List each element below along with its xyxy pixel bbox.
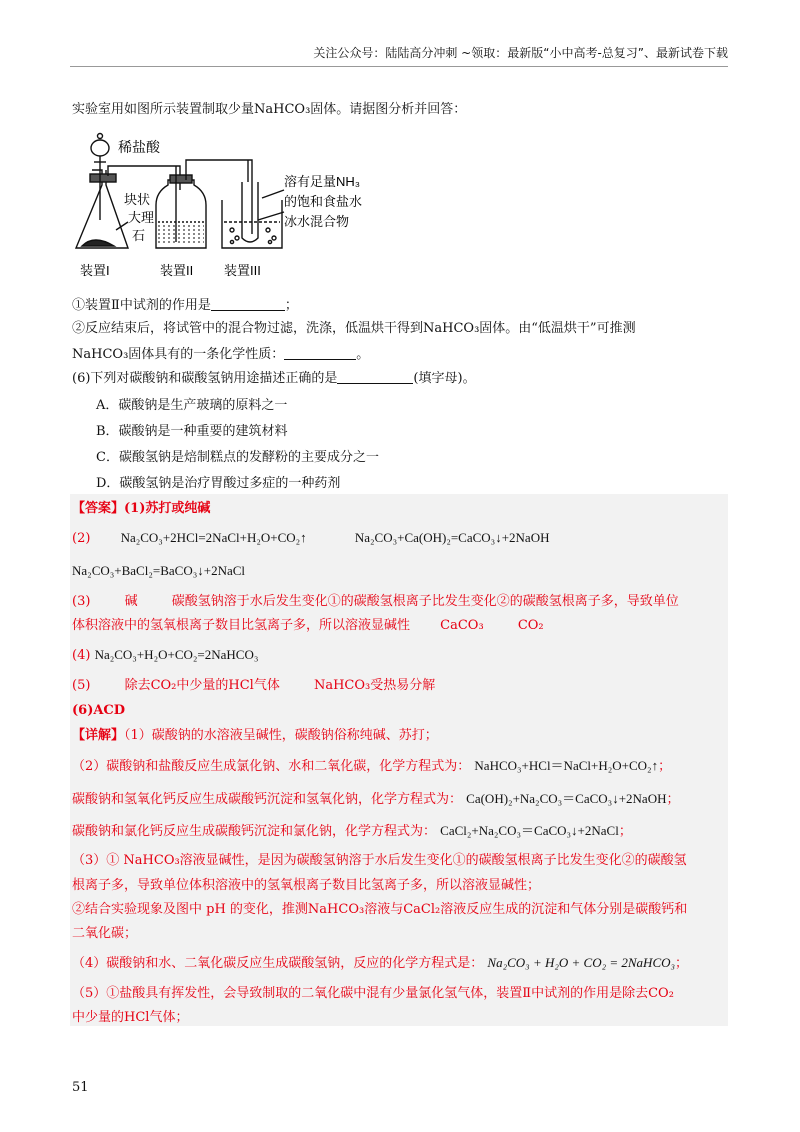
question-2-line-1: ②反应结束后，将试管中的混合物过滤，洗涤，低温烘干得到NaHCO₃固体。由“低温烘干”可推测 [72, 321, 636, 336]
answer-line-6: (6)ACD [72, 703, 126, 718]
detail-line-1: 【详解】（1）碳酸钠的水溶液呈碱性，碳酸钠俗称纯碱、苏打； [72, 728, 438, 743]
label-acid: 稀盐酸 [118, 139, 160, 155]
answer-line-3b: 体积溶液中的氢氧根离子数目比氢离子多，所以溶液显碱性 CaCO₃ CO₂ [72, 618, 544, 633]
question-2-line-2: NaHCO₃固体具有的一条化学性质： 。 [72, 347, 370, 362]
answer-blank-6[interactable] [337, 369, 413, 384]
answer-line-1: 【答案】(1)苏打或纯碱 [72, 501, 211, 516]
answer-line-3: (3) 碱 碳酸氢钠溶于水后发生变化①的碳酸氢根离子比发生变化②的碳酸氢根离子多，导致单位 [72, 594, 679, 609]
stopper-2 [170, 175, 192, 183]
answer-blank-2[interactable] [284, 345, 356, 360]
intro-text: 实验室用如图所示装置制取少量NaHCO₃固体。请据图分析并回答： [72, 102, 467, 117]
detail-line-3: 碳酸钠和氢氧化钙反应生成碳酸钙沉淀和氢氧化钠，化学方程式为： Ca(OH)₂+Na₂CO₃＝CaCO₃↓+2NaOH； [72, 791, 680, 807]
label-solution-3: 冰水混合物 [284, 214, 350, 229]
label-marble-1: 块状 [124, 192, 151, 207]
answer-line-2: (2) Na₂CO₃+2HCl=2NaCl+H₂O+CO₂↑ Na₂CO₃+Ca(OH)₂=CaCO₃↓+2NaOH [72, 530, 550, 546]
answer-line-4: (4) Na₂CO₃+H₂O+CO₂=2NaHCO₃ [72, 647, 259, 663]
label-device-3: 装置III [224, 263, 261, 278]
detail-line-7: （4）碳酸钠和水、二氧化碳反应生成碳酸氢钠，反应的化学方程式是： Na₂CO₃ + H₂O + CO₂ = 2NaHCO₃； [72, 955, 689, 971]
answer-line-2b: Na₂CO₃+BaCl₂=BaCO₃↓+2NaCl [72, 563, 246, 578]
detail-line-4: 碳酸钠和氯化钙反应生成碳酸钙沉淀和氯化钠，化学方程式为： CaCl₂+Na₂CO₃＝CaCO₃↓+2NaCl； [72, 823, 632, 839]
stopper-1 [90, 174, 116, 182]
answer-line-5: (5) 除去CO₂中少量的HCl气体 NaHCO₃受热易分解 [72, 678, 436, 693]
test-tube [242, 182, 258, 242]
detail-line-8: （5）①盐酸具有挥发性，会导致制取的二氧化碳中混有少量氯化氢气体，装置Ⅱ中试剂的作用是除去CO₂ [72, 986, 674, 1001]
answer-blank-1[interactable] [211, 296, 285, 311]
label-solution-2: 的饱和食盐水 [284, 194, 363, 209]
detail-line-5: （3）① NaHCO₃溶液显碱性，是因为碳酸氢钠溶于水后发生变化①的碳酸氢根离子比发生变化②的碳酸氢 [72, 853, 687, 868]
detail-line-6b: 二氧化碳； [72, 926, 138, 941]
detail-line-2: （2）碳酸钠和盐酸反应生成氯化钠、水和二氧化碳，化学方程式为： NaHCO₃+HCl＝NaCl+H₂O+CO₂↑； [72, 758, 672, 774]
option-c: C．碳酸氢钠是焙制糕点的发酵粉的主要成分之一 [96, 450, 379, 465]
option-b: B．碳酸钠是一种重要的建筑材料 [96, 424, 288, 439]
detail-line-8b: 中少量的HCl气体； [72, 1010, 189, 1025]
page-number: 51 [72, 1080, 89, 1095]
label-device-2: 装置II [160, 263, 194, 278]
label-solution-1: 溶有足量NH₃ [284, 174, 361, 189]
label-marble-2: 大理 [128, 210, 155, 225]
option-a: A．碳酸钠是生产玻璃的原料之一 [96, 398, 288, 413]
question-1: ①装置Ⅱ中试剂的作用是 ； [72, 298, 298, 313]
apparatus-diagram [72, 130, 372, 280]
label-device-1: 装置I [80, 263, 110, 278]
header-divider [70, 66, 728, 67]
detail-line-6: ②结合实验现象及图中 pH 的变化，推测NaHCO₃溶液与CaCl₂溶液反应生成的沉淀和气体分别是碳酸钙和 [72, 902, 688, 917]
page-header: 关注公众号：陆陆高分冲刺 ~领取：最新版“小中高考-总复习”、最新试卷下载 [313, 46, 728, 60]
label-marble-3: 石 [132, 228, 146, 243]
separatory-funnel [91, 140, 109, 156]
question-6: (6)下列对碳酸钠和碳酸氢钠用途描述正确的是 (填字母)。 [72, 371, 476, 386]
option-d: D．碳酸氢钠是治疗胃酸过多症的一种药剂 [96, 476, 341, 491]
marble-pile [82, 240, 114, 246]
detail-line-5b: 根离子多，导致单位体积溶液中的氢氧根离子数目比氢离子多，所以溶液显碱性； [72, 878, 541, 893]
